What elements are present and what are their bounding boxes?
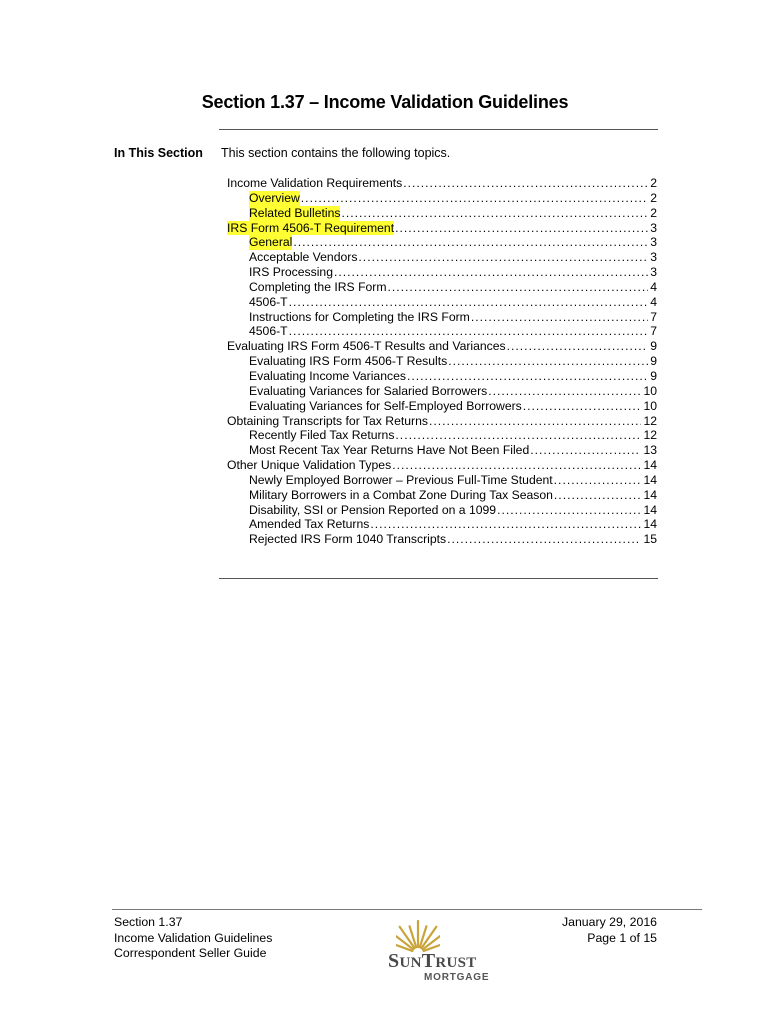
toc-dot-leader: [407, 369, 648, 384]
toc-dot-leader: [370, 517, 641, 532]
toc-entry-page: 4: [650, 294, 657, 309]
toc-entry-title: Amended Tax Returns: [249, 517, 370, 532]
toc-entry-title: Other Unique Validation Types: [227, 458, 392, 473]
title-divider: [219, 129, 658, 130]
section-label: In This Section: [114, 146, 203, 160]
toc-entry-page: 3: [650, 250, 657, 265]
toc-entry[interactable]: [227, 443, 657, 458]
logo-sub: MORTGAGE: [424, 972, 490, 983]
toc-dot-leader: [471, 310, 648, 325]
toc-entry-page: 14: [643, 458, 657, 473]
footer-section: Section 1.37: [114, 915, 183, 929]
toc-entry[interactable]: [227, 206, 657, 221]
toc-dot-leader: [358, 250, 648, 265]
footer-left: [114, 915, 272, 962]
toc-entry-title: Income Validation Requirements: [227, 176, 403, 190]
toc-dot-leader: [554, 488, 642, 503]
toc-entry-page: 4: [650, 279, 657, 294]
toc-entry-page: 14: [643, 487, 657, 502]
toc-entry-title: Obtaining Transcripts for Tax Returns: [227, 413, 428, 428]
logo-brand: SUNTRUST: [388, 950, 477, 972]
toc-entry-page: 10: [643, 383, 657, 398]
toc-dot-leader: [554, 473, 642, 488]
toc-dot-leader: [403, 176, 648, 191]
toc-entry-page: 10: [643, 398, 657, 413]
toc-dot-leader: [507, 339, 649, 354]
toc-entry-page: 14: [643, 502, 657, 517]
footer-doc-title: Income Validation Guidelines: [114, 930, 273, 945]
toc-entry-page: 3: [650, 220, 657, 235]
page-title: Section 1.37 – Income Validation Guidelines: [201, 92, 569, 112]
toc-dot-leader: [395, 428, 641, 443]
toc-entry[interactable]: [227, 250, 657, 265]
toc-dot-leader: [395, 221, 648, 236]
toc-entry-page: 2: [650, 176, 657, 190]
toc-entry[interactable]: [227, 384, 657, 399]
toc-divider: [219, 578, 658, 579]
toc-entry-page: 7: [650, 324, 657, 339]
toc-entry-page: 14: [643, 472, 657, 487]
toc-dot-leader: [497, 503, 641, 518]
toc-dot-leader: [334, 265, 648, 280]
toc-entry-page: 9: [650, 339, 657, 354]
toc-entry-title: 4506-T: [249, 294, 288, 309]
toc-entry-title: Evaluating IRS Form 4506-T Results and Variances: [227, 339, 506, 354]
toc-dot-leader: [289, 324, 649, 339]
toc-entry[interactable]: [227, 295, 657, 310]
table-of-contents: [227, 176, 657, 547]
toc-entry[interactable]: [227, 473, 657, 488]
toc-entry[interactable]: [227, 265, 657, 280]
footer-divider: [112, 909, 702, 910]
toc-entry[interactable]: [227, 488, 657, 503]
toc-dot-leader: [429, 414, 641, 429]
footer-page: Page 1 of 15: [587, 930, 657, 945]
toc-dot-leader: [530, 443, 641, 458]
toc-entry-title: Military Borrowers in a Combat Zone During Tax Season: [249, 487, 553, 502]
toc-entry-page: 3: [650, 265, 657, 280]
toc-entry[interactable]: [227, 399, 657, 414]
toc-entry[interactable]: [227, 310, 657, 325]
toc-entry-title: Evaluating IRS Form 4506-T Results: [249, 354, 448, 369]
toc-dot-leader: [301, 191, 648, 206]
toc-entry-title: Evaluating Income Variances: [249, 368, 406, 383]
toc-entry[interactable]: [227, 339, 657, 354]
toc-entry[interactable]: [227, 503, 657, 518]
toc-entry-page: 14: [643, 517, 657, 532]
toc-entry-page: 2: [650, 190, 657, 205]
toc-entry-title: Acceptable Vendors: [249, 250, 358, 265]
toc-dot-leader: [392, 458, 641, 473]
toc-entry-page: 3: [650, 235, 657, 250]
toc-entry-title: Most Recent Tax Year Returns Have Not Been Filed: [249, 443, 530, 458]
toc-entry-title: Completing the IRS Form: [249, 279, 387, 294]
toc-entry[interactable]: [227, 369, 657, 384]
toc-entry-page: 9: [650, 368, 657, 383]
toc-dot-leader: [388, 280, 649, 295]
toc-entry-page: 12: [643, 428, 657, 443]
footer-right: [562, 915, 657, 946]
toc-entry[interactable]: [227, 235, 657, 250]
toc-entry-page: 9: [650, 354, 657, 369]
toc-entry-title: Instructions for Completing the IRS Form: [249, 309, 470, 324]
toc-dot-leader: [447, 532, 641, 547]
toc-entry-title: IRS Form 4506-T Requirement: [227, 220, 395, 235]
toc-entry[interactable]: [227, 354, 657, 369]
section-intro: This section contains the following topics.: [221, 146, 451, 160]
toc-entry[interactable]: [227, 414, 657, 429]
toc-entry-title: Newly Employed Borrower – Previous Full-Time Student: [249, 472, 553, 487]
toc-entry-page: 12: [643, 413, 657, 428]
toc-entry-page: 15: [643, 532, 657, 547]
toc-entry[interactable]: [227, 532, 657, 547]
footer-guide: Correspondent Seller Guide: [114, 946, 267, 960]
toc-entry[interactable]: [227, 428, 657, 443]
toc-entry[interactable]: [227, 517, 657, 532]
toc-entry-title: Overview: [249, 190, 300, 205]
toc-entry-title: Related Bulletins: [249, 205, 341, 220]
toc-entry-title: Evaluating Variances for Salaried Borrowers: [249, 383, 488, 398]
suntrust-mortgage-logo: [388, 917, 498, 987]
toc-entry[interactable]: [227, 176, 657, 191]
toc-dot-leader: [289, 295, 649, 310]
toc-dot-leader: [488, 384, 641, 399]
toc-entry-title: IRS Processing: [249, 265, 333, 280]
toc-entry[interactable]: [227, 324, 657, 339]
toc-entry-page: 7: [650, 309, 657, 324]
toc-dot-leader: [448, 354, 648, 369]
toc-entry[interactable]: [227, 191, 657, 206]
toc-entry[interactable]: [227, 221, 657, 236]
footer-date: January 29, 2016: [561, 915, 657, 929]
toc-entry-title: Recently Filed Tax Returns: [249, 428, 395, 443]
toc-entry-title: General: [249, 235, 293, 250]
toc-dot-leader: [341, 206, 648, 221]
toc-entry-title: Disability, SSI or Pension Reported on a 1099: [249, 502, 497, 517]
toc-dot-leader: [293, 235, 648, 250]
toc-entry-title: 4506-T: [249, 324, 288, 339]
toc-entry[interactable]: [227, 280, 657, 295]
toc-entry-title: Evaluating Variances for Self-Employed Borrowers: [249, 398, 522, 413]
toc-entry[interactable]: [227, 458, 657, 473]
toc-entry-title: Rejected IRS Form 1040 Transcripts: [249, 532, 447, 547]
toc-entry-page: 2: [650, 205, 657, 220]
toc-entry-page: 13: [643, 443, 657, 458]
toc-dot-leader: [523, 399, 642, 414]
